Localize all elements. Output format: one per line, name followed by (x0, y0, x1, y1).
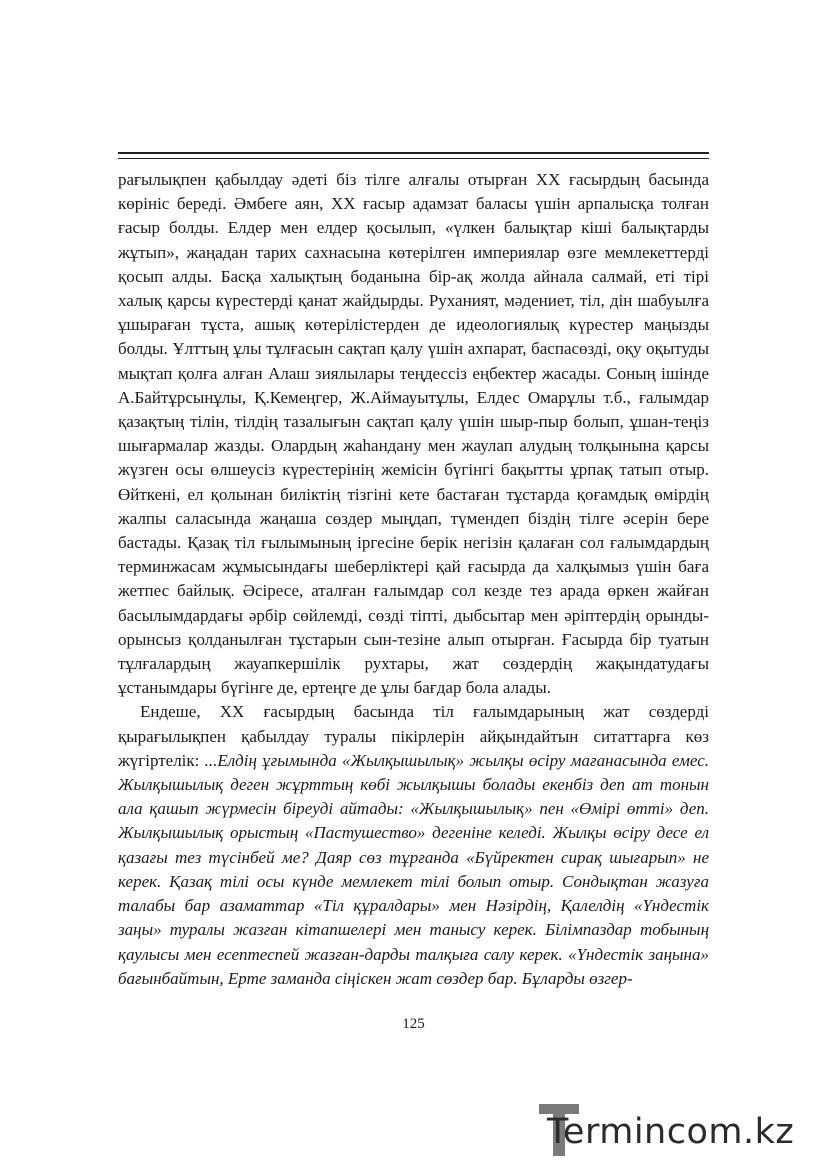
paragraph-2 (118, 700, 709, 990)
page-number: 125 (402, 1016, 425, 1032)
paragraph-2-intro: Ендеше, ХХ ғасырдың басында тіл ғалымдарының жат сөздерді қырағылықпен қабылдау туралы пікірлерін айқындайтын ситаттарға көз жүгіртелік: (118, 702, 709, 770)
paragraph-2-quote: ...Елдің ұғымында «Жылқышылық» жылқы өсіру мағанасында емес. Жылқышылық деген жұрттың көбі жылқышы болады екенбіз деп ат тонын ала қашып жүрмесін біреуді айтады: «Жылқышылық» пен «Өмірі өтті» деп. Жылқышылық орыстың «Пастушество» дегеніне келеді. Жылқы өсіру десе ел қазағы тез түсінбей ме? Даяр сөз тұрғанда «Бүйректен сирақ шығарып» не керек. Қазақ тілі осы күнде мемлекет тілі болып отыр. Сондықтан жазуға талабы бар азаматтар «Тіл құралдары» мен Нәзірдің, Қалелдің «Үндестік заңы» туралы жазған кітапшелері мен танысу керек. Білімпаздар тобының қаулысы мен есептеспей жазған-дарды талқыға салу керек. «Үндестік заңына» бағынбайтын, Ерте заманда сіңіскен жат сөздер бар. Бұларды өзгер- (118, 750, 709, 988)
page-text (118, 168, 709, 991)
logo-text: Termincom.kz (547, 1112, 795, 1152)
site-logo (535, 1098, 820, 1160)
header-rule-thin (118, 158, 709, 159)
paragraph-1: рағылықпен қабылдау әдеті біз тілге алғалы отырған ХХ ғасырдың басында көрініс береді. Әмбеге аян, ХХ ғасыр адамзат баласы үшін арпалысқа толған ғасыр болды. Елдер мен елдер қосылып, «үлкен балықтар кіші балықтарды жұтып», жаңадан тарих сахнасына көтерілген империялар өзге мемлекеттерді қосып алды. Басқа халықтың боданына бір-ақ жолда айнала салмай, еті тірі халық қарсы күрестерді қанат жайдырды. Руханият, мәдениет, тіл, дін шабуылға ұшыраған тұста, ашық көтерілістерден де идеологиялық күрестер маңызды болды. Ұлттың ұлы тұлғасын сақтап қалу үшін ахпарат, баспасөзді, оқу оқытуды мықтап қолға алған Алаш зиялылары теңдессіз еңбектер жасады. Соның ішінде А.Байтұрсынұлы, Қ.Кемеңгер, Ж.Аймауытұлы, Елдес Омарұлы т.б., ғалымдар қазақтың тілін, тілдің тазалығын сақтап қалу үшін шыр-пыр болып, ұшан-теңіз шығармалар жазды. Олардың жаһандану мен жаулап алудың толқынына қарсы жүзген осы өлшеусіз күрестерінің жемісін бүгінгі бақытты ұрпақ татып отыр. Өйткені, ел қолынан биліктің тізгіні кете бастаған тұстарда қоғамдық өмірдің жалпы саласында жаңаша сөздер мыңдап, түмендеп біздің тілге әсерін бере бастады. Қазақ тіл ғылымының іргесіне берік негізін қалаған сол ғалымдардың терминжасам жұмысындағы шеберліктері қай ғасырда да халқымыз үшін баға жетпес байлық. Әсіресе, аталған ғалымдар сол кезде тез арада өркен жайған басылымдардағы әрбір сөйлемді, сөзді тіпті, дыбсытар мен әріптердің орынды-орынсыз қолданылған тұстарын сын-тезіне алып отырған. Ғасырда бір туатын тұлғалардың жауапкершілік рухтары, жат сөздердің жақындатудағы ұстанымдары бүгінге де, ертеңге де ұлы бағдар бола алады. (118, 170, 709, 698)
header-rule-thick (118, 152, 709, 154)
